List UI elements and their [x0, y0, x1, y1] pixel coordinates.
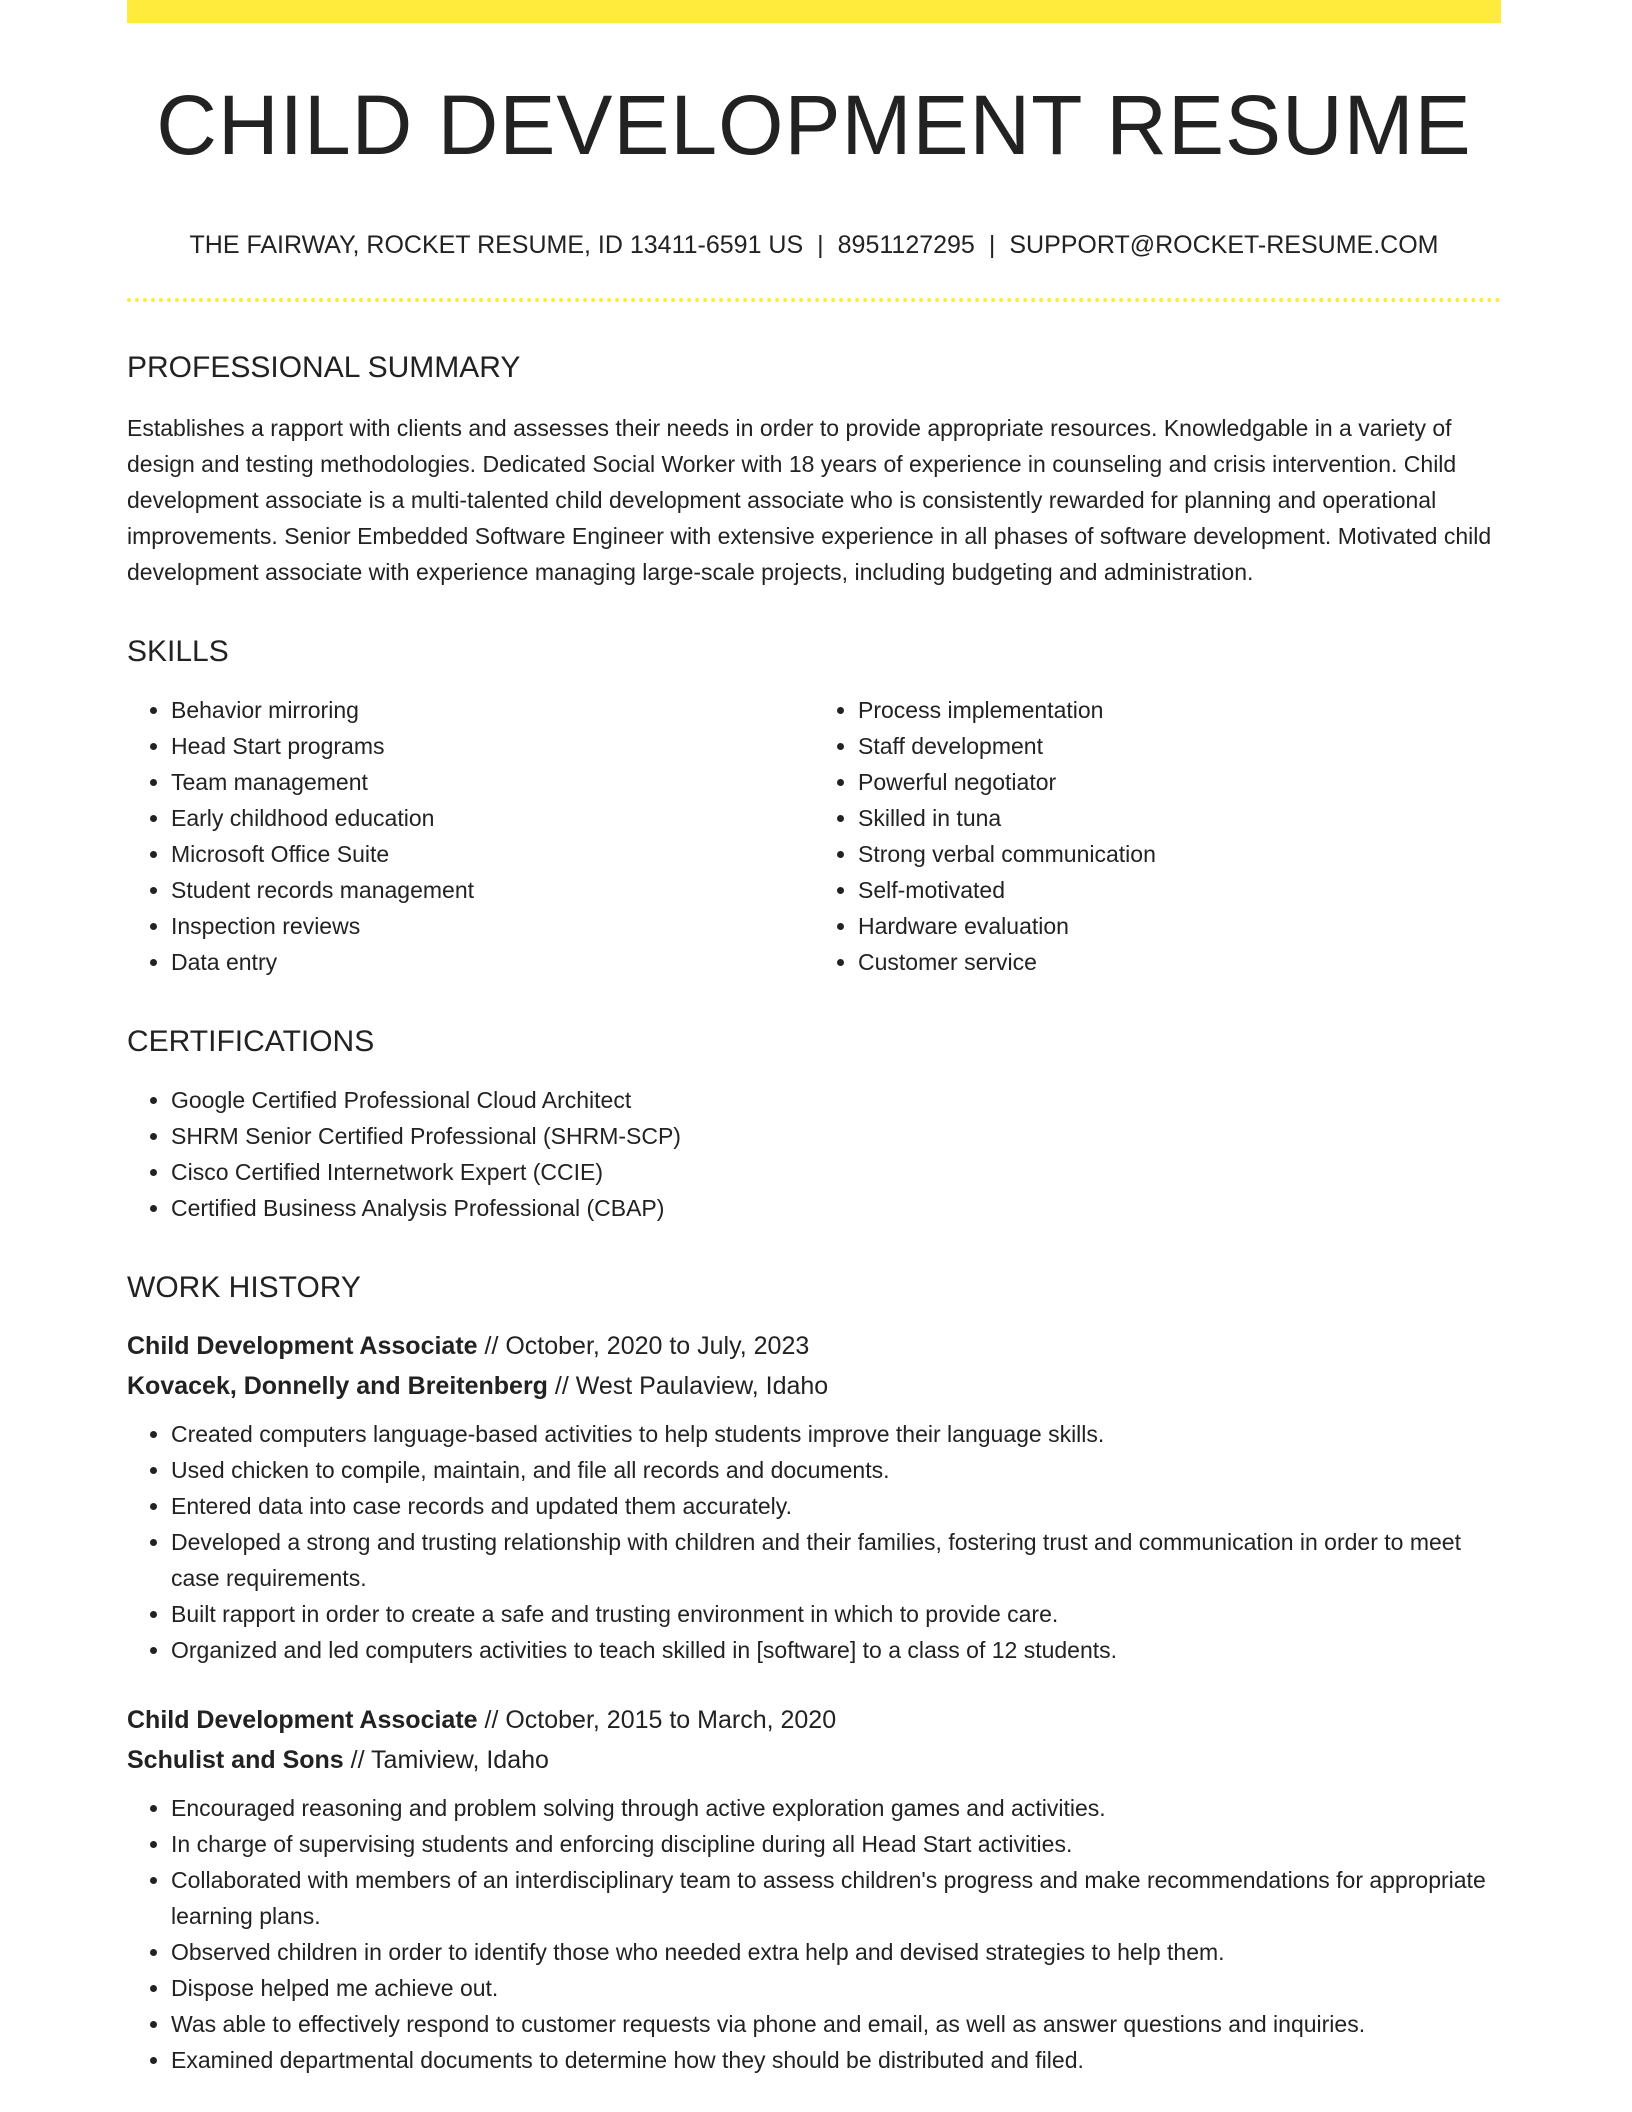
job-duties-list — [127, 1790, 1501, 2078]
skill-item: • Student records management — [171, 872, 814, 908]
resume-title: CHILD DEVELOPMENT RESUME — [156, 78, 1472, 172]
job-location: // West Paulaview, Idaho — [547, 1372, 829, 1400]
skills-columns — [127, 692, 1501, 980]
skill-item: • Inspection reviews — [171, 908, 814, 944]
skill-item: • Head Start programs — [171, 728, 814, 764]
certification-item: • Cisco Certified Internetwork Expert (CCIE) — [171, 1154, 1501, 1190]
certification-item: • Certified Business Analysis Professional (CBAP) — [171, 1190, 1501, 1226]
resume-page — [127, 0, 1501, 2078]
job-title: Child Development Associate — [127, 1332, 478, 1360]
skill-item: • Customer service — [858, 944, 1501, 980]
job-company-line — [127, 1740, 1501, 1780]
job-dates: // October, 2015 to March, 2020 — [477, 1706, 837, 1734]
skill-item: • Process implementation — [858, 692, 1501, 728]
skill-item: • Team management — [171, 764, 814, 800]
job-duty: • Created computers language-based activities to help students improve their language skills. — [171, 1416, 1501, 1452]
job-title-line — [127, 1700, 1501, 1740]
job-duty: • Collaborated with members of an interdisciplinary team to assess children's progress and make recommendations for appropriate learning plans. — [171, 1862, 1501, 1934]
job-duty: • Organized and led computers activities to teach skilled in [software] to a class of 12 students. — [171, 1632, 1501, 1668]
job-duty: • Was able to effectively respond to customer requests via phone and email, as well as answer questions and inquiries. — [171, 2006, 1501, 2042]
job-location: // Tamiview, Idaho — [343, 1746, 549, 1774]
skill-item: • Skilled in tuna — [858, 800, 1501, 836]
certifications-list — [127, 1082, 1501, 1226]
job-title-line — [127, 1326, 1501, 1366]
job-duty: • Observed children in order to identify those who needed extra help and devised strategies to help them. — [171, 1934, 1501, 1970]
skill-item: • Behavior mirroring — [171, 692, 814, 728]
contact-separator: | — [988, 231, 996, 259]
summary-text: Establishes a rapport with clients and assesses their needs in order to provide appropriate resources. Knowledgable in a variety of design and testing methodologies. Dedicated Social Worker with 18 years of experience in counseling and crisis intervention. Child development associate is a multi-talented child development associate who is consistently rewarded for planning and operational improvements. Senior Embedded Software Engineer with extensive experience in all phases of software development. Motivated child development associate with experience managing large-scale projects, including budgeting and administration. — [127, 415, 1492, 585]
job-company-line — [127, 1366, 1501, 1406]
job-duty: • Entered data into case records and updated them accurately. — [171, 1488, 1501, 1524]
skill-item: • Strong verbal communication — [858, 836, 1501, 872]
skill-item: • Early childhood education — [171, 800, 814, 836]
skill-item: • Hardware evaluation — [858, 908, 1501, 944]
job-duty: • Examined departmental documents to determine how they should be distributed and filed. — [171, 2042, 1501, 2078]
contact-line — [127, 231, 1501, 260]
certification-item: • SHRM Senior Certified Professional (SHRM-SCP) — [171, 1118, 1501, 1154]
contact-phone: 8951127295 — [837, 231, 975, 259]
work-history-section — [127, 1270, 1501, 2078]
job-company: Schulist and Sons — [127, 1746, 344, 1774]
header-divider — [127, 298, 1501, 302]
certifications-heading: CERTIFICATIONS — [127, 1025, 375, 1058]
skills-list-right — [814, 692, 1501, 980]
job-duty: • Used chicken to compile, maintain, and file all records and documents. — [171, 1452, 1501, 1488]
skills-list-left — [127, 692, 814, 980]
skills-heading: SKILLS — [127, 635, 229, 668]
job-entry — [127, 1326, 1501, 1668]
top-accent-bar — [127, 0, 1501, 23]
work-history-heading: WORK HISTORY — [127, 1271, 361, 1304]
certification-item: • Google Certified Professional Cloud Architect — [171, 1082, 1501, 1118]
summary-heading: PROFESSIONAL SUMMARY — [127, 351, 521, 384]
job-duty: • Encouraged reasoning and problem solving through active exploration games and activities. — [171, 1790, 1501, 1826]
job-duties-list — [127, 1416, 1501, 1668]
certifications-section — [127, 1024, 1501, 1226]
skill-item: • Microsoft Office Suite — [171, 836, 814, 872]
skill-item: • Staff development — [858, 728, 1501, 764]
skills-section — [127, 634, 1501, 980]
job-company: Kovacek, Donnelly and Breitenberg — [127, 1372, 548, 1400]
contact-address: THE FAIRWAY, ROCKET RESUME, ID 13411-6591 US — [189, 231, 804, 259]
job-entry — [127, 1700, 1501, 2078]
job-title: Child Development Associate — [127, 1706, 478, 1734]
job-duty: • Developed a strong and trusting relationship with children and their families, fostering trust and communication in order to meet case requirements. — [171, 1524, 1501, 1596]
skill-item: • Powerful negotiator — [858, 764, 1501, 800]
skill-item: • Data entry — [171, 944, 814, 980]
job-duty: • Dispose helped me achieve out. — [171, 1970, 1501, 2006]
contact-email[interactable]: SUPPORT@ROCKET-RESUME.COM — [1009, 231, 1439, 259]
job-dates: // October, 2020 to July, 2023 — [477, 1332, 810, 1360]
job-duty: • Built rapport in order to create a safe and trusting environment in which to provide care. — [171, 1596, 1501, 1632]
skill-item: • Self-motivated — [858, 872, 1501, 908]
job-duty: • In charge of supervising students and enforcing discipline during all Head Start activities. — [171, 1826, 1501, 1862]
contact-separator: | — [817, 231, 824, 259]
